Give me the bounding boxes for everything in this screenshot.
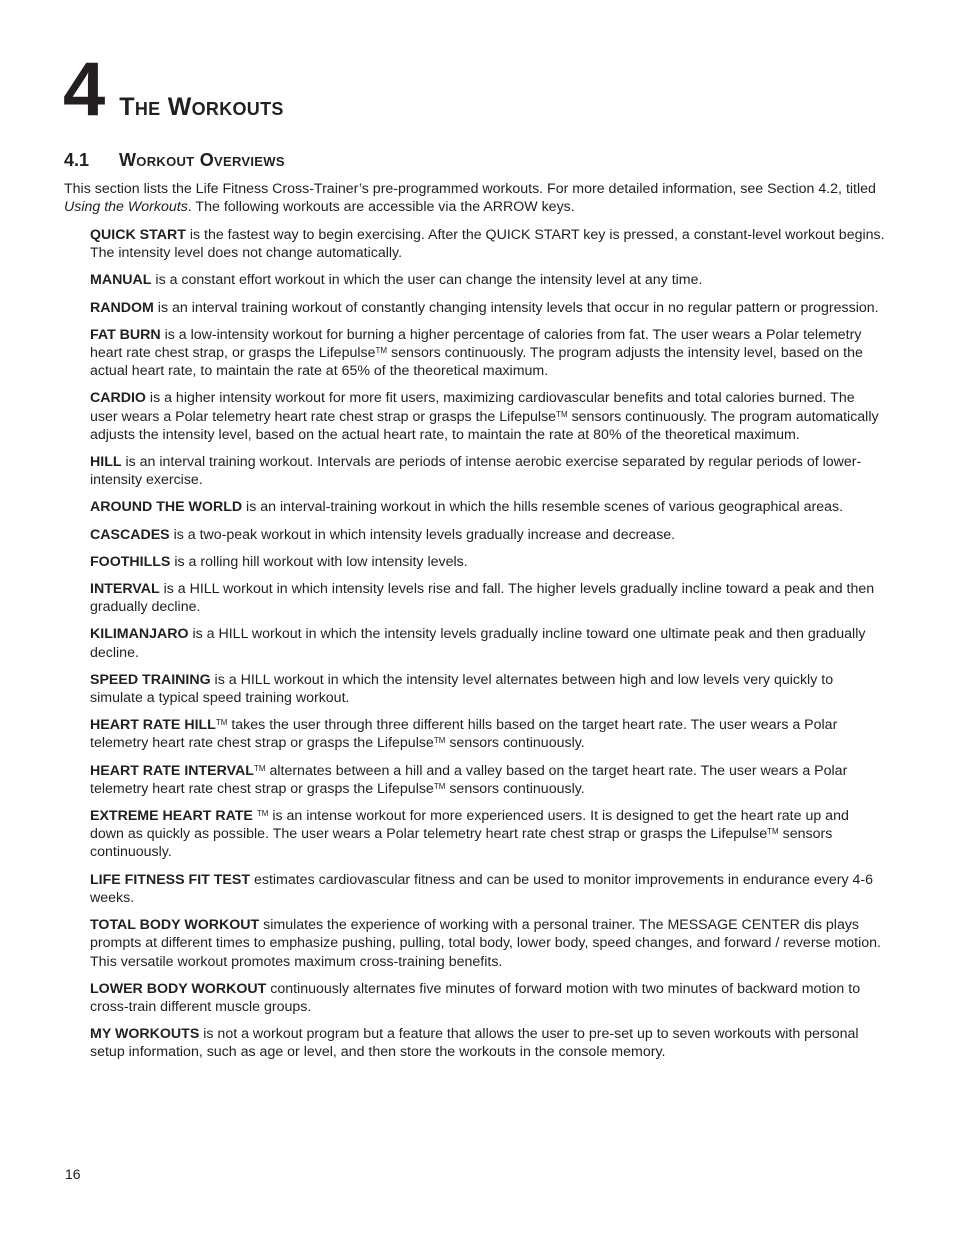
workout-heart-rate-interval	[90, 762, 886, 798]
workout-description: simulates the experience of working with a personal trainer. The MESSAGE CENTER dis plays prompts at different times to emphasize pushing, pulling, total body, lower body, speed changes, and forward / reverse motion. This versatile workout promotes maximum cross-training benefits.	[90, 917, 881, 970]
workout-name: FAT BURN	[90, 326, 161, 343]
workout-description: is a constant effort workout in which the user can change the intensity level at any time.	[151, 272, 703, 289]
workout-kilimanjaro	[90, 625, 886, 661]
page-number: 16	[65, 1166, 81, 1182]
workout-name: CASCADES	[90, 526, 170, 543]
workout-list	[90, 226, 886, 1071]
workout-description: is an intense workout for more experienced users. It is designed to get the heart rate up and down as quickly as possible. The user wears a Polar telemetry heart rate chest strap or grasps the Lifepulse	[90, 808, 849, 843]
workout-name: KILIMANJARO	[90, 626, 189, 643]
workout-quick-start	[90, 226, 886, 262]
workout-my-workouts	[90, 1025, 886, 1061]
intro-paragraph	[64, 180, 890, 216]
workout-name: RANDOM	[90, 299, 154, 316]
trademark-mark: TM	[556, 409, 568, 419]
workout-description: is a rolling hill workout with low intensity levels.	[170, 553, 468, 570]
workout-name: INTERVAL	[90, 581, 160, 598]
workout-description: is an interval-training workout in which the hills resemble scenes of various geographical areas.	[242, 499, 844, 516]
workout-name: LIFE FITNESS FIT TEST	[90, 871, 251, 888]
workout-description: is not a workout program but a feature that allows the user to pre-set up to seven workouts with personal setup information, such as age or level, and then store the workouts in the console memory.	[90, 1026, 859, 1061]
chapter-title: The Workouts	[119, 93, 284, 121]
workout-description: is a two-peak workout in which intensity levels gradually increase and decrease.	[169, 526, 676, 543]
trademark-mark: TM	[253, 763, 266, 773]
workout-hill	[90, 453, 886, 489]
workout-name: SPEED TRAINING	[90, 671, 211, 688]
workout-random	[90, 299, 886, 317]
trademark-mark: TM	[215, 718, 228, 728]
workout-name: LOWER BODY WORKOUT	[90, 980, 267, 997]
trademark-mark: TM	[433, 736, 446, 746]
workout-description: is an interval training workout of constantly changing intensity levels that occur in no regular pattern or progression.	[153, 299, 879, 316]
workout-description: estimates cardiovascular fitness and can be used to monitor improvements in endurance every 4-6 weeks.	[90, 871, 874, 906]
workout-name: EXTREME HEART RATE	[90, 808, 257, 825]
chapter-number: 4	[63, 47, 106, 132]
workout-extreme-heart-rate	[90, 807, 886, 862]
trademark-mark: TM	[375, 346, 388, 356]
workout-heart-rate-hill	[90, 716, 886, 752]
workout-description: is a HILL workout in which the intensity level alternates between high and low levels very quickly to simulate a typical speed training workout.	[90, 671, 834, 707]
workout-description: continuously alternates five minutes of forward motion with two minutes of backward motion to cross-train different muscle groups.	[90, 980, 861, 1015]
trademark-mark: TM	[767, 827, 779, 837]
workout-interval	[90, 580, 886, 616]
workout-lower-body	[90, 980, 886, 1016]
workout-name: MANUAL	[90, 272, 152, 289]
workout-foothills	[90, 553, 886, 571]
workout-name: HILL	[90, 454, 122, 471]
intro-text-end: . The following workouts are accessible via the ARROW keys.	[187, 199, 575, 216]
workout-name: MY WORKOUTS	[90, 1026, 200, 1043]
section-heading	[64, 150, 285, 171]
workout-manual	[90, 271, 886, 289]
workout-name: HEART RATE HILL	[90, 717, 216, 734]
workout-name: CARDIO	[90, 390, 146, 407]
workout-description-cont: sensors continuously.	[90, 826, 833, 861]
intro-reference: Using the Workouts	[64, 199, 188, 216]
workout-name: TOTAL BODY WORKOUT	[90, 917, 260, 934]
intro-text: This section lists the Life Fitness Cross-Trainer’s pre-programmed workouts. For more detailed information, see Section 4.2, titled	[64, 181, 876, 197]
workout-description-cont: sensors continuously. The program adjusts the intensity level, based on the actual heart rate, to maintain the rate at 65% of the theoretical maximum.	[90, 345, 863, 380]
workout-description: takes the user through three different hills based on the target heart rate. The user wears a Polar telemetry heart rate chest strap or grasps the Lifepulse	[90, 717, 838, 752]
workout-description-cont: sensors continuously.	[445, 735, 585, 752]
workout-description-cont: sensors continuously.	[445, 780, 585, 797]
workout-cascades	[90, 526, 886, 544]
trademark-mark: TM	[433, 781, 446, 791]
workout-fat-burn	[90, 326, 886, 381]
workout-fit-test	[90, 871, 886, 907]
workout-description: is the fastest way to begin exercising. After the QUICK START key is pressed, a constant-level workout begins. The intensity level does not change automatically.	[90, 227, 885, 262]
workout-cardio	[90, 389, 886, 444]
workout-total-body	[90, 916, 886, 971]
workout-description: is an interval training workout. Intervals are periods of intense aerobic exercise separated by regular periods of lower-intensity exercise.	[90, 454, 862, 489]
workout-description: is a HILL workout in which intensity levels rise and fall. The higher levels gradually incline toward a peak and then gradually decline.	[90, 581, 875, 616]
workout-name: AROUND THE WORLD	[90, 499, 243, 516]
workout-speed-training	[90, 671, 886, 707]
trademark-mark: TM	[256, 809, 269, 819]
section-title: Workout Overviews	[119, 150, 285, 170]
workout-name: FOOTHILLS	[90, 553, 171, 570]
section-number: 4.1	[64, 150, 90, 170]
workout-name: HEART RATE INTERVAL	[90, 762, 254, 779]
workout-description: is a low-intensity workout for burning a higher percentage of calories from fat. The user wears a Polar telemetry heart rate chest strap, or grasps the Lifepulse	[90, 326, 862, 362]
workout-name: QUICK START	[90, 227, 186, 243]
workout-description: is a higher intensity workout for more fit users, maximizing cardiovascular benefits and total calories burned. The user wears a Polar telemetry heart rate chest strap or grasps the Lifepulse	[90, 390, 855, 425]
workout-around-the-world	[90, 498, 886, 516]
chapter-heading	[63, 47, 284, 132]
workout-description: alternates between a hill and a valley based on the target heart rate. The user wears a Polar telemetry heart rate chest strap or grasps the Lifepulse	[90, 762, 848, 797]
workout-description: is a HILL workout in which the intensity levels gradually incline toward one ultimate peak and then gradually decline.	[90, 626, 866, 661]
workout-description-cont: sensors continuously. The program automatically adjusts the intensity level, based on the actual heart rate, to maintain the rate at 80% of the theoretical maximum.	[90, 408, 879, 443]
